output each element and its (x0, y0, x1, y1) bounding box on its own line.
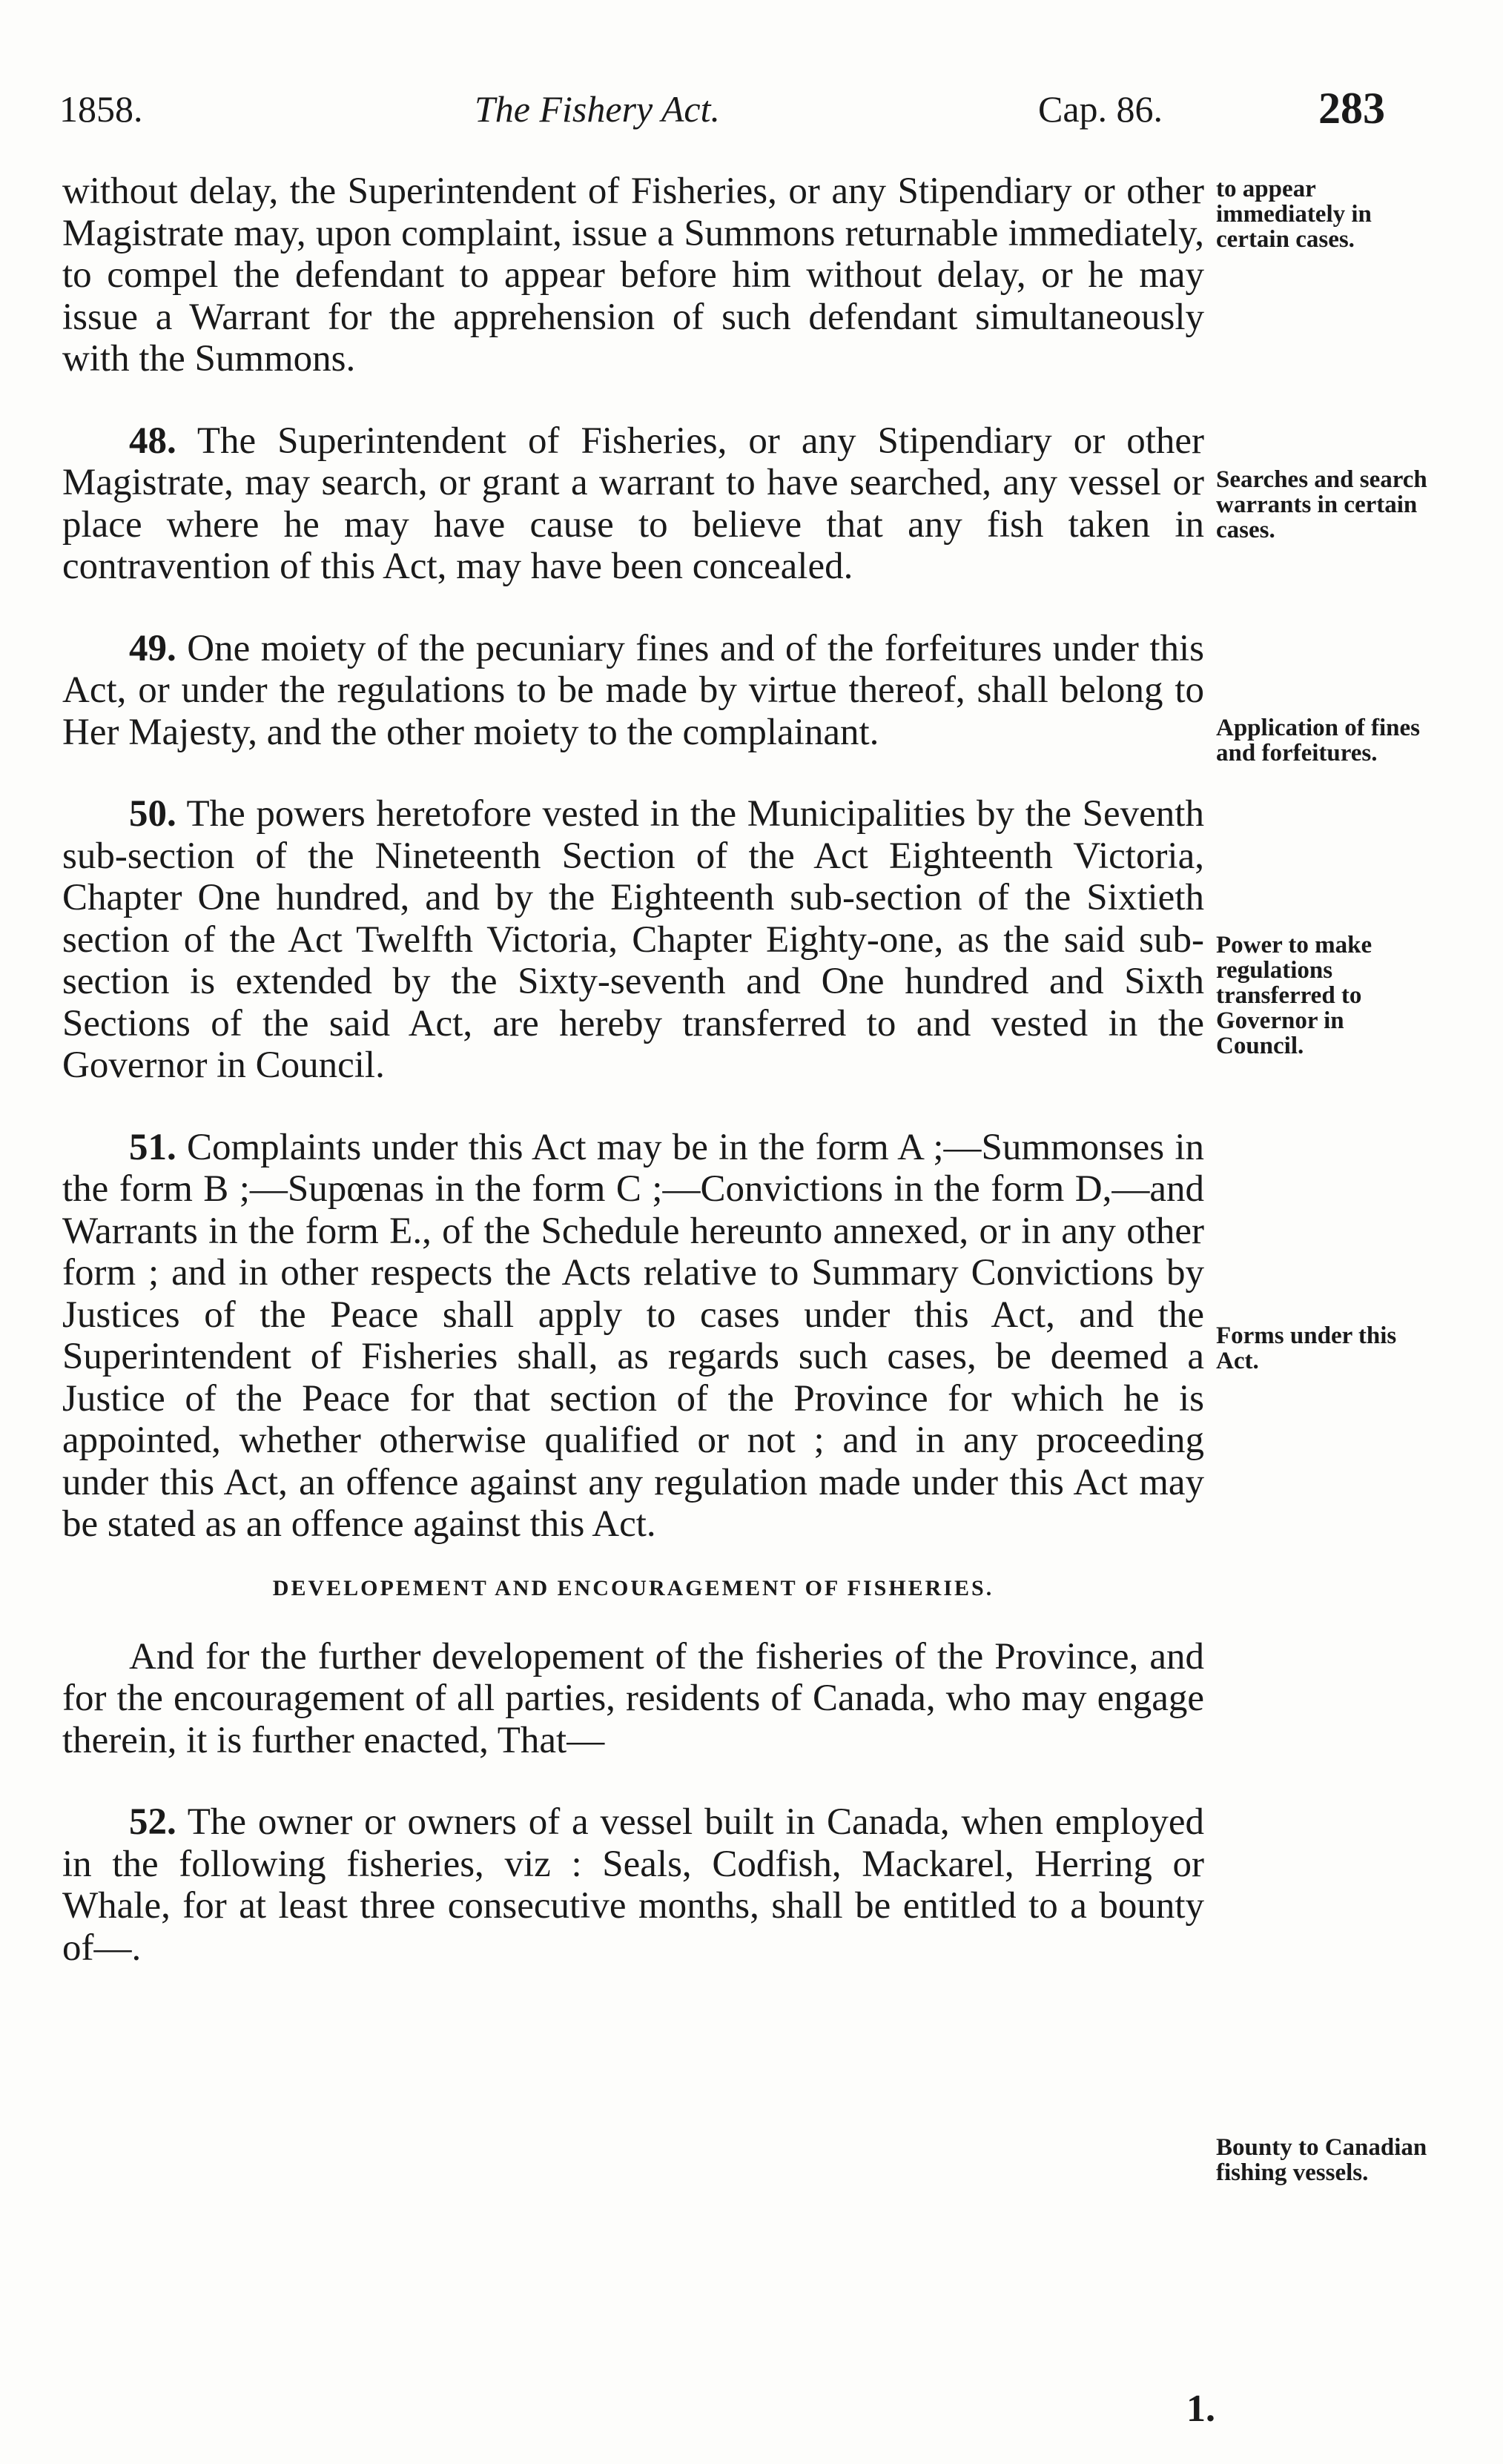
section-number: 48. (129, 420, 176, 462)
header-year: 1858. (59, 88, 143, 130)
paragraph-continuation (62, 170, 1204, 380)
header-chapter: Cap. 86. (1038, 88, 1163, 130)
margin-note-forms: Forms under this Act. (1216, 1322, 1397, 1374)
paragraph-text: One moiety of the pecuniary fines and of the forfeitures under this Act, or under the regulations to be made by virtue thereof, shall belong to Her Majesty, and the other moiety to the complainant. (62, 627, 1205, 753)
section-number: 51. (129, 1126, 176, 1168)
main-text-column (62, 170, 1204, 1969)
header-page-number: 283 (1318, 84, 1385, 133)
section-heading: DEVELOPEMENT AND ENCOURAGEMENT OF FISHERIES. (272, 1575, 994, 1600)
paragraph-text: And for the further developement of the fisheries of the Province, and for the encouragement of all parties, residents of Canada, who may engage therein, it is further enacted, That— (62, 1635, 1204, 1761)
paragraph-text: The Superintendent of Fisheries, or any Stipendiary or other Magistrate, may search, or grant a warrant to have searched, any vessel or place where he may have cause to believe that any fish taken in contravention of this Act, may have been concealed. (62, 420, 1204, 587)
paragraph-text: The powers heretofore vested in the Municipalities by the Seventh sub-section of the Nineteenth Section of the Act Eighteenth Victoria, Chapter One hundred, and by the Eighteenth sub-section of the Sixtieth section of the Act Twelfth Victoria, Chapter Eighty-one, as the said sub-section is extended by the Sixty-seventh and One hundred and Sixth Sections of the said Act, are hereby transferred to and vested in the Governor in Council. (62, 793, 1204, 1086)
paragraph-preamble (62, 1636, 1204, 1762)
margin-note-searches: Searches and search warrants in certain cases. (1216, 466, 1427, 543)
signature-mark: 1. (1186, 2388, 1215, 2430)
paragraph-section-52 (62, 1801, 1204, 1969)
section-number: 49. (129, 627, 176, 669)
paragraph-text: without delay, the Superintendent of Fisheries, or any Stipendiary or other Magistrate may, upon complaint, issue a Summons returnable immediately, to compel the defendant to appear before him without delay, or he may issue a Warrant for the apprehension of such defendant simultaneously with the Summons. (62, 170, 1204, 380)
margin-note-fines: Application of fines and forfeitures. (1216, 715, 1421, 766)
running-header (59, 84, 1453, 139)
section-number: 50. (129, 793, 176, 835)
paragraph-section-51 (62, 1127, 1204, 1546)
paragraph-text: Complaints under this Act may be in the form A ;—Summonses in the form B ;—Supœnas in the form C ;—Convictions in the form D,—and Warrants in the form E., of the Schedule hereunto annexed, or in any other form ; and in other respects the Acts relative to Summary Convictions by Justices of the Peace shall apply to cases under this Act, and the Superintendent of Fisheries shall, as regards such cases, be deemed a Justice of the Peace for that section of the Province for which he is appointed, whether otherwise qualified or not ; and in any proceeding under this Act, an offence against any regulation made under this Act may be stated as an offence against this Act. (62, 1126, 1204, 1545)
section-number: 52. (129, 1801, 176, 1843)
paragraph-section-48 (62, 420, 1204, 588)
margin-note-bounty: Bounty to Canadian fishing vessels. (1216, 2134, 1427, 2186)
paragraph-section-49 (62, 628, 1204, 754)
margin-note-appear: to appear immediately in certain cases. (1216, 176, 1372, 253)
header-title: The Fishery Act. (475, 88, 720, 130)
paragraph-section-50 (62, 793, 1204, 1087)
paragraph-text: The owner or owners of a vessel built in Canada, when employed in the following fisheries, viz : Seals, Codfish, Mackarel, Herring or Whale, for at least three consecutive months, shall be entitled to a bounty of—. (62, 1801, 1204, 1969)
margin-note-regulations: Power to make regulations transferred to Governor in Council. (1216, 932, 1372, 1059)
